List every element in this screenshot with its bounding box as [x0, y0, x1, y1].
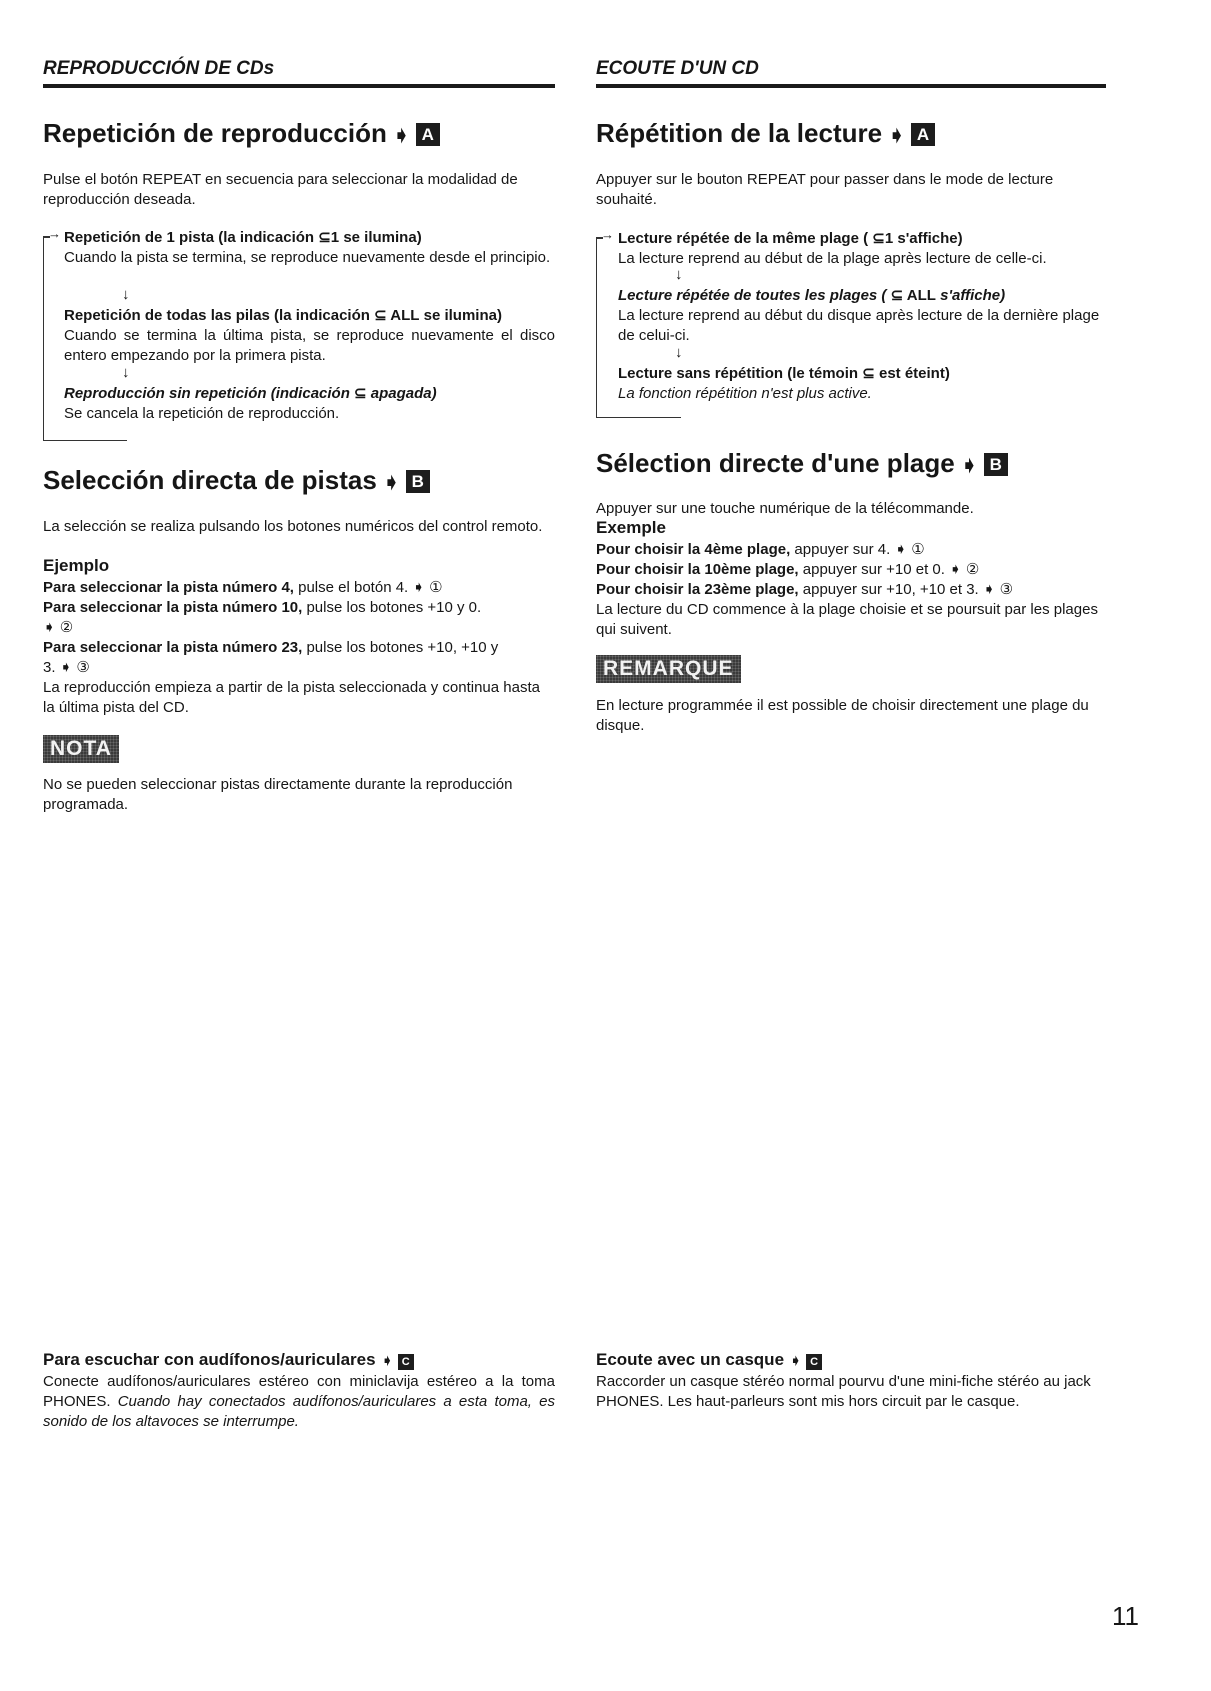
figure-ref-box: B [406, 470, 430, 493]
mode-1-tail: se ilumina) [343, 229, 422, 246]
arrow-icon: ➧ [790, 1353, 802, 1368]
phones-title: Para escuchar con audífonos/auriculares [43, 1350, 376, 1369]
arrow-icon: ➧ [960, 455, 978, 477]
direct-intro: Appuyer sur une touche numérique de la télécommande. [596, 500, 974, 517]
example-2-text: appuyer sur +10 et 0. ➧ ② [802, 561, 980, 578]
example-3 [596, 580, 1106, 600]
mode-1-desc: Cuando la pista se termina, se reproduce nuevamente desde el principio. [64, 249, 551, 266]
repeat-title: Répétition de la lecture [596, 118, 883, 148]
note-text: No se pueden seleccionar pistas directamente durante la reproducción programada. [43, 776, 513, 813]
mode-1-title: Repetición de 1 pista (la indicación [64, 229, 315, 246]
direct-title: Selección directa de pistas [43, 465, 377, 495]
example-1-bold: Para seleccionar la pista número 4, [43, 579, 294, 596]
example-label: Exemple [596, 518, 666, 537]
mode-2-title: Lecture répétée de toutes les plages ( [618, 287, 887, 304]
repeat-intro: Pulse el botón REPEAT en secuencia para seleccionar la modalidad de reproducción deseada. [43, 171, 518, 208]
figure-ref-box: C [398, 1354, 414, 1370]
phones-text-a: Conecte audífonos/auriculares estéreo con miniclavija estéreo a la toma PHONES. [43, 1373, 555, 1410]
phones-text: Raccorder un casque stéréo normal pourvu d'une mini-fiche stéréo au jack PHONES. Les haut-parleurs sont mis hors circuit par le casque. [596, 1373, 1091, 1410]
repeat-all-icon: ⊆ ALL [890, 287, 936, 304]
direct-outro: La lecture du CD commence à la plage choisie et se poursuit par les plages qui suivent. [596, 601, 1098, 638]
example-label: Ejemplo [43, 556, 110, 575]
mode-3-desc: La fonction répétition n'est plus active. [618, 385, 872, 402]
direct-intro: La selección se realiza pulsando los botones numéricos del control remoto. [43, 518, 543, 535]
example-2-ref: ➧ ② [43, 619, 74, 636]
mode-3-tail: apagada) [370, 385, 437, 402]
direct-heading [43, 465, 430, 496]
mode-2-title: Repetición de todas las pilas (la indicación [64, 307, 370, 324]
mode-2-desc: Cuando se termina la última pista, se reproduce nuevamente el disco entero empezando por la primera pista. [64, 327, 555, 364]
mode-2 [64, 306, 555, 366]
mode-1 [618, 229, 1106, 269]
mode-1-title: Lecture répétée de la même plage ( [618, 230, 869, 247]
repeat-off-icon: ⊆ [354, 385, 367, 402]
mode-1-desc: La lecture reprend au début de la plage après lecture de celle-ci. [618, 250, 1047, 267]
loop-arrow-icon: → [48, 226, 61, 241]
mode-2-tail: se ilumina) [423, 307, 502, 324]
mode-2 [618, 286, 1106, 346]
repeat-off-icon: ⊆ [862, 365, 875, 382]
phones-heading [43, 1350, 555, 1371]
loop-arrow-icon: → [601, 227, 614, 242]
note-badge: NOTA [43, 735, 119, 763]
phones-title: Ecoute avec un casque [596, 1350, 785, 1369]
example-1-bold: Pour choisir la 4ème plage, [596, 541, 791, 558]
note-text: En lecture programmée il est possible de choisir directement une plage du disque. [596, 697, 1089, 734]
mode-3-desc: Se cancela la repetición de reproducción. [64, 405, 340, 422]
example-2 [596, 560, 1106, 580]
page-number: 11 [1112, 1601, 1139, 1631]
direct-outro: La reproducción empieza a partir de la pista seleccionada y continua hasta la última pista del CD. [43, 679, 540, 716]
mode-2-tail: s'affiche) [940, 287, 1006, 304]
section-rule [596, 84, 1106, 88]
figure-ref-box: C [806, 1354, 822, 1370]
mode-3-title: Reproducción sin repetición (indicación [64, 385, 350, 402]
section-rule [43, 84, 555, 88]
phones-text [43, 1372, 555, 1432]
repeat-intro: Appuyer sur le bouton REPEAT pour passer dans le mode de lecture souhaité. [596, 171, 1054, 208]
example-3-bold: Para seleccionar la pista número 23, [43, 639, 303, 656]
mode-3 [64, 384, 555, 424]
direct-title: Sélection directe d'une plage [596, 448, 955, 478]
example-3 [43, 638, 555, 678]
figure-ref-box: A [416, 123, 440, 146]
mode-3-title: Lecture sans répétition (le témoin [618, 365, 859, 382]
example-3-text: appuyer sur +10, +10 et 3. ➧ ③ [802, 581, 1014, 598]
down-arrow-icon: ↓ [675, 344, 683, 361]
note-badge: REMARQUE [596, 655, 741, 683]
section-header: REPRODUCCIÓN DE CDs [43, 58, 275, 79]
arrow-icon: ➧ [392, 125, 410, 147]
section-header: ECOUTE D'UN CD [596, 58, 759, 79]
mode-1 [64, 228, 555, 268]
repeat-heading [596, 118, 935, 149]
example-3-text: pulse los botones +10, +10 y [306, 639, 499, 656]
mode-1-tail: s'affiche) [897, 230, 963, 247]
down-arrow-icon: ↓ [122, 364, 130, 381]
mode-2-desc: La lecture reprend au début du disque après lecture de la dernière plage de celui-ci. [618, 307, 1100, 344]
down-arrow-icon: ↓ [122, 286, 130, 303]
example-2 [43, 598, 555, 638]
example-2-bold: Para seleccionar la pista número 10, [43, 599, 303, 616]
example-1 [43, 578, 555, 598]
mode-3 [618, 364, 1106, 404]
example-3-ref: 3. ➧ ③ [43, 659, 90, 676]
mode-3-tail: est éteint) [878, 365, 950, 382]
figure-ref-box: A [911, 123, 935, 146]
example-1-text: appuyer sur 4. ➧ ① [794, 541, 925, 558]
repeat-title: Repetición de reproducción [43, 118, 387, 148]
down-arrow-icon: ↓ [675, 266, 683, 283]
example-2-bold: Pour choisir la 10ème plage, [596, 561, 799, 578]
arrow-icon: ➧ [888, 125, 906, 147]
figure-ref-box: B [984, 453, 1008, 476]
arrow-icon: ➧ [382, 472, 400, 494]
repeat-one-icon: ⊆1 [318, 229, 340, 246]
example-2-text: pulse los botones +10 y 0. [306, 599, 482, 616]
repeat-all-icon: ⊆ ALL [374, 307, 420, 324]
phones-text-b: Cuando hay conectados audífonos/auriculares a esta toma, es sonido de los altavoces se interrumpe. [43, 1393, 555, 1430]
example-1 [596, 540, 1106, 560]
repeat-one-icon: ⊆1 [872, 230, 894, 247]
repeat-heading [43, 118, 440, 149]
example-1-text: pulse el botón 4. ➧ ① [298, 579, 443, 596]
phones-heading [596, 1350, 1106, 1371]
arrow-icon: ➧ [381, 1353, 393, 1368]
direct-heading [596, 448, 1008, 479]
example-3-bold: Pour choisir la 23ème plage, [596, 581, 799, 598]
